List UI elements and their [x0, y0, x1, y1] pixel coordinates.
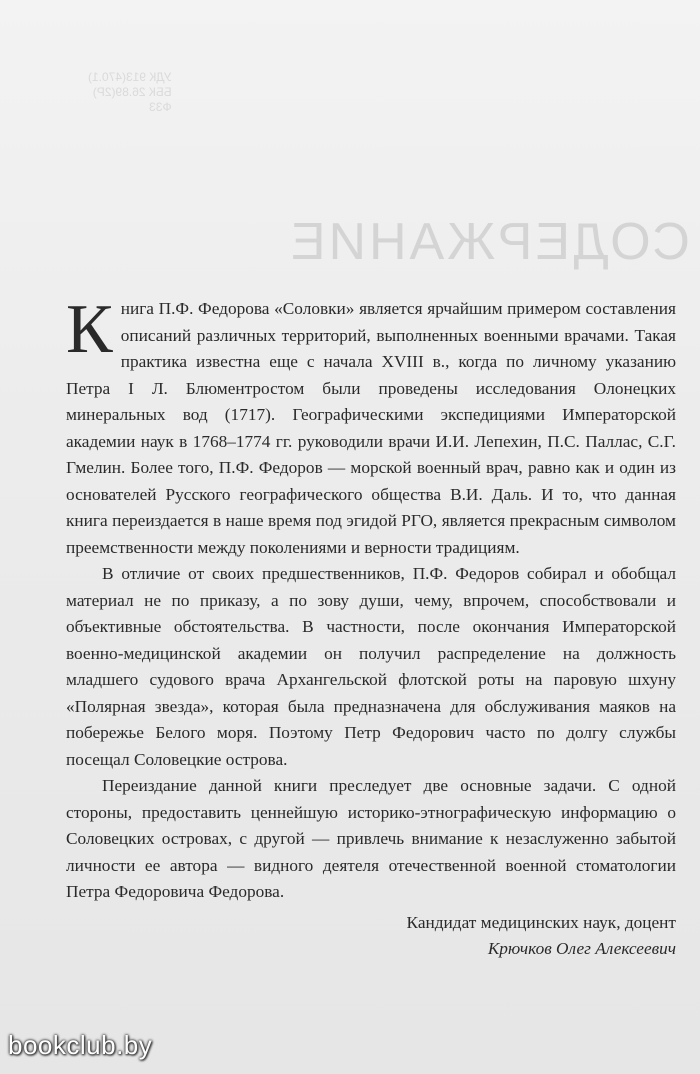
paragraph-3: Переиздание данной книги преследует две основные задачи. С одной стороны, предоставить ценнейшую историко-этнографическую информацию о Соловецких островах, с другой — привлечь внимание к незаслуженно забытой личности ее автора — видного деятеля отечественной военной стоматологии Петра Федоровича Федорова. — [66, 776, 676, 901]
site-watermark: bookclub.by — [8, 1030, 153, 1060]
signature-name: Крючков Олег Алексеевич — [487, 939, 676, 958]
bleed-line: ББК 26.89(2Р) — [92, 85, 172, 99]
bleed-line: Ф33 — [149, 100, 172, 114]
bleed-through-title: СОДЕРЖАНИЕ — [287, 213, 690, 271]
signature-block — [66, 910, 676, 963]
bleed-through-header — [88, 70, 172, 115]
drop-cap: К — [66, 291, 113, 368]
signature-title: Кандидат медицинских наук, доцент — [406, 912, 676, 932]
foreword-text — [66, 291, 676, 963]
paragraph-1 — [66, 291, 676, 561]
bleed-line: УДК 913(470.1) — [88, 70, 172, 84]
paragraph-2: В отличие от своих предшественников, П.Ф. Федоров собирал и обобщал материал не по приказу, а по зову души, чему, впрочем, способствовали и объективные обстоятельства. В частности, после окончания Императорской военно-медицинской академии он получил распределение на должность младшего судового врача Архангельской флотской роты на паровую шхуну «Полярная звезда», которая была предназначена для обслуживания маяков на побережье Белого моря. Поэтому Петр Федорович часто по долгу службы посещал Соловецкие острова. — [66, 564, 676, 769]
paragraph-1-text: нига П.Ф. Федорова «Соловки» является ярчайшим примером составления описаний различных территорий, выполненных военными врачами. Такая практика известна еще с начала XVIII в., когда по личному указанию Петра I Л. Блюментростом были проведены исследования Олонецких минеральных вод (1717). Географическими экспедициями Императорской академии наук в 1768–1774 гг. руководили врачи И.И. Лепехин, П.С. Паллас, С.Г. Гмелин. Более того, П.Ф. Федоров — морской военный врач, равно как и один из основателей Русского географического общества В.И. Даль. И то, что данная книга переиздается в наше время под эгидой РГО, является прекрасным символом преемственности между поколениями и верности традициям. — [66, 299, 676, 557]
